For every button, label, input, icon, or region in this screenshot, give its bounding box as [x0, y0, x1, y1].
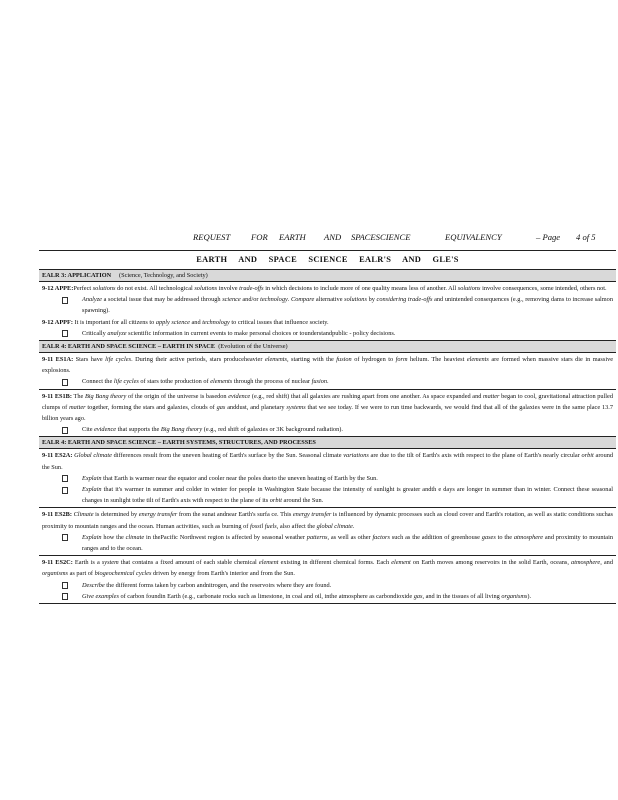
term: solutions: [344, 296, 367, 304]
evidence-bullet: [42, 591, 613, 602]
gle-code: 9-12 APPF:: [42, 318, 73, 326]
text: (e.g., red shift of galaxies or 3K background radiation).: [202, 426, 343, 434]
text: Connect the: [82, 378, 114, 386]
term: elements: [210, 378, 233, 386]
term: organisms: [501, 592, 528, 600]
text: are formed when massive stars die in massive explosions.: [42, 356, 614, 375]
text: such as the addition of greenhouse: [389, 533, 482, 541]
text: Stars have: [73, 356, 106, 364]
term: matter: [69, 403, 86, 411]
text: together, forming the stars and galaxies, clouds of: [85, 403, 217, 411]
text: The: [71, 392, 85, 400]
evidence-bullet: [42, 376, 613, 387]
gle-code: 9-11 ES1A:: [42, 356, 74, 364]
term: solutions: [92, 285, 116, 292]
table-title: EARTH AND SPACE SCIENCE EALR'S AND GLE'S: [39, 251, 616, 270]
header-page-number: 4 of 5: [576, 232, 596, 242]
text: existing in different chemical forms. Each: [278, 559, 392, 567]
evidence-bullet: [42, 424, 613, 435]
bullet-box-icon: [62, 487, 68, 494]
text: of hydrogen to: [351, 356, 396, 364]
text: that Earth is warmer near the equator and cooler near the poles dueto the uneven heating of Earth by the Sun.: [101, 474, 378, 482]
header-and: AND: [324, 232, 342, 242]
term: Explain: [82, 533, 102, 541]
bullet-box-icon: [62, 582, 68, 589]
text: anddust, and planetary: [225, 403, 287, 411]
gle-code: 9-11 ES2B:: [42, 511, 72, 519]
bullet-box-icon: [62, 427, 68, 434]
gle-block-es1b: [39, 390, 616, 438]
term: Compare: [291, 296, 315, 304]
text: , starting with the: [286, 356, 337, 364]
term: evidence: [94, 426, 117, 434]
gle-block-es2a: [39, 449, 616, 508]
text: on Earth moves among reservoirs in the solid Earth, oceans,: [410, 559, 572, 567]
gle-es2b: [42, 509, 613, 531]
band-sublabel: (Evolution of the Universe): [218, 343, 288, 351]
text: from the sunat andnear Earth's surfa ce. This: [177, 511, 293, 519]
text: in which decisions to include more of one quality means less of another. All: [263, 285, 458, 292]
term: Explain: [82, 486, 102, 494]
text: , also affect the: [276, 522, 317, 530]
header-equivalency: EQUIVALENCY: [445, 232, 502, 242]
evidence-bullet: [42, 484, 613, 506]
evidence-bullet: [42, 294, 613, 316]
term: Global climate: [74, 452, 112, 460]
term: biogeochemical cycles: [94, 570, 152, 578]
bullet-box-icon: [62, 534, 68, 541]
header-space-science: SPACESCIENCE: [351, 232, 411, 242]
term: Climate: [73, 511, 94, 519]
text: involve: [217, 285, 240, 292]
text: and unintended consequences (e.g., removing dams to increase salmon spawning).: [82, 296, 613, 315]
term: energy transfer: [292, 511, 332, 519]
text: do not exist. All technological: [115, 285, 195, 292]
text: in thePacific Northwest region is affected by seasonal weather: [144, 533, 307, 541]
text: . During their active periods, stars produceheavier: [131, 356, 265, 364]
gle-code: 9-12 APPE:: [42, 285, 74, 292]
term: elements: [264, 356, 287, 364]
term: Big Bang theory: [84, 392, 127, 400]
term: patterns: [306, 533, 328, 541]
text: helium. The heaviest: [407, 356, 467, 364]
header-earth: EARTH: [279, 232, 306, 242]
gle-block-es1a: [39, 353, 616, 390]
text: .: [352, 522, 355, 530]
text: driven by energy from Earth's interior and from the Sun.: [151, 570, 295, 578]
bullet-box-icon: [62, 330, 68, 337]
term: global climate: [316, 522, 353, 530]
gle-block-appe-appf: [39, 282, 616, 341]
page-header: [193, 232, 603, 244]
text: alternative: [314, 296, 345, 304]
text: and proximity to mountain ranges and to the ocean.: [82, 533, 613, 553]
header-request: REQUEST: [193, 232, 231, 242]
text: that we see today. If we were to run time backwards, we would find that all of the galaxies were in the same place 13.7 billion years ago.: [42, 403, 614, 423]
text: of carbon foundin Earth (e.g., carbonate rocks such as limestone, in coal and oil, inthe atmosphere as carbondioxide: [118, 592, 414, 600]
term: organisms: [42, 570, 69, 578]
bullet-box-icon: [62, 593, 68, 600]
term: Big Bang theory: [160, 426, 203, 434]
text: that supports the: [116, 426, 161, 434]
text: Earth is a: [72, 559, 102, 567]
text: Critically: [82, 329, 108, 337]
gle-code: 9-11 ES2A:: [42, 452, 73, 460]
band-sublabel: (Science, Technology, and Society): [119, 272, 208, 279]
text: around the Sun.: [281, 497, 324, 505]
text: ).: [527, 592, 532, 600]
term: fusion: [311, 378, 328, 386]
term: Describe: [82, 581, 105, 589]
term: form: [395, 356, 408, 364]
term: Explain: [82, 474, 102, 482]
term: elements: [466, 356, 489, 364]
term: fusion: [336, 356, 352, 364]
section-band-ealr3: [39, 270, 616, 282]
term: solutions: [457, 285, 481, 292]
text: to the: [495, 533, 514, 541]
gle-code: 9-11 ES2C:: [42, 559, 73, 567]
term: evidence: [228, 392, 251, 400]
term: technology: [260, 296, 288, 304]
gle-es2c: [42, 557, 613, 579]
section-band-ealr4-earth-systems: [39, 437, 616, 449]
term: fossil fuels: [249, 522, 277, 530]
term: trade-offs: [239, 285, 264, 292]
text: as part of: [68, 570, 95, 578]
text: of the origin of the universe is basedon: [126, 392, 229, 400]
gle-block-es2b: [39, 508, 616, 556]
term: systems: [286, 403, 306, 411]
term: element: [258, 559, 279, 567]
term: matter: [483, 392, 500, 400]
term: energy transfer: [138, 511, 178, 519]
band-label: EALR 4: EARTH AND SPACE SCIENCE – EARTH SYSTEMS, STRUCTURES, AND PROCESSES: [42, 439, 316, 447]
term: climate: [125, 533, 145, 541]
term: gas: [216, 403, 226, 411]
text: , as well as other: [327, 533, 373, 541]
term: element: [391, 559, 411, 567]
gle-es1b: [42, 391, 613, 425]
evidence-bullet: [42, 473, 613, 484]
text: to critical issues that influence society.: [229, 318, 329, 326]
term: life cycles: [113, 378, 139, 386]
gle-code: 9-11 ES1B:: [42, 392, 72, 400]
evidence-bullet: [42, 580, 613, 591]
text: differences result from the uneven heating of Earth's surface by the Sun. Seasonal climate: [111, 452, 344, 460]
gle-es1a: [42, 354, 613, 376]
term: apply science: [155, 318, 190, 326]
term: variations: [343, 452, 369, 460]
bullet-box-icon: [62, 297, 68, 304]
text: a societal issue that may be addressed through: [101, 296, 223, 304]
text: that contains a fixed amount of each stable chemical: [118, 559, 259, 567]
term: science: [222, 296, 241, 304]
text: of stars tothe production of: [138, 378, 211, 386]
text: is determined by: [93, 511, 139, 519]
gle-appf: [42, 317, 613, 328]
text: are due to the tilt of Earth's axis with respect to the plane of Earth's nearly circular: [368, 452, 582, 460]
gle-es2a: [42, 450, 613, 472]
text: the different forms taken by carbon andnitrogen, and the reservoirs where they are found.: [104, 581, 332, 589]
text: around the Sun.: [42, 452, 614, 471]
ealr-gle-table: [39, 250, 616, 604]
term: atmosphere: [513, 533, 544, 541]
text: how the: [101, 533, 126, 541]
term: factors: [372, 533, 390, 541]
evidence-bullet: [42, 328, 613, 339]
gle-appe: [42, 283, 613, 294]
term: orbit: [269, 497, 282, 505]
text: Perfect: [73, 285, 93, 292]
text: by: [366, 296, 377, 304]
text: began to cool, gravitational attraction pulled clumps of: [42, 392, 613, 411]
term: considering trade-offs: [376, 296, 433, 304]
term: gases: [481, 533, 496, 541]
header-for: FOR: [251, 232, 268, 242]
text: It is important for all citizens to: [72, 318, 156, 326]
bullet-box-icon: [62, 379, 68, 386]
band-label: EALR 3: APPLICATION: [42, 272, 112, 279]
term: analyze: [107, 329, 127, 337]
text: and: [189, 318, 203, 326]
term: atmosphere: [571, 559, 601, 567]
header-page-label: – Page: [536, 232, 561, 242]
term: Give examples: [82, 592, 119, 600]
evidence-bullet: [42, 532, 613, 554]
text: that it's warmer in summer and colder in winter for people in Washington State because the intensity of sunlight is greater andth e days are longer in summer than in winter. Connect these seasonal changes in sunlight tothe tilt of Earth's axis with respect to the plane of its: [82, 486, 613, 505]
text: involve consequences, some intended, others not.: [480, 285, 607, 292]
bullet-box-icon: [62, 475, 68, 482]
term: life cycles: [105, 356, 132, 364]
section-band-ealr4-earth-in-space: [39, 341, 616, 353]
text: is influenced by dynamic processes such as cloud cover and Earth's rotation, as well as static conditions suchas proximity to mountain ranges and the ocean. Human activities, such as burning of: [42, 511, 613, 530]
term: orbit: [581, 452, 594, 460]
text: through the process of nuclear: [232, 378, 312, 386]
text: .: [287, 296, 292, 304]
term: technology: [202, 318, 230, 326]
term: Analyze: [82, 296, 102, 304]
term: gas: [413, 592, 423, 600]
gle-block-es2c: [39, 556, 616, 604]
text: (e.g., red shift) that all galaxies are rushing apart from one another. As space expanded and: [250, 392, 484, 400]
text: .: [327, 378, 329, 386]
text: , and: [600, 559, 613, 567]
band-label: EALR 4: EARTH AND SPACE SCIENCE – EARTH IN SPACE: [42, 343, 216, 351]
term: system: [101, 559, 119, 567]
term: solutions: [194, 285, 218, 292]
text: scientific information in current events to make personal choices or tounderstandpublic - policy decisions.: [126, 329, 396, 337]
text: and/or: [240, 296, 261, 304]
text: Cite: [82, 426, 95, 434]
text: , and in the tissues of all living: [422, 592, 502, 600]
